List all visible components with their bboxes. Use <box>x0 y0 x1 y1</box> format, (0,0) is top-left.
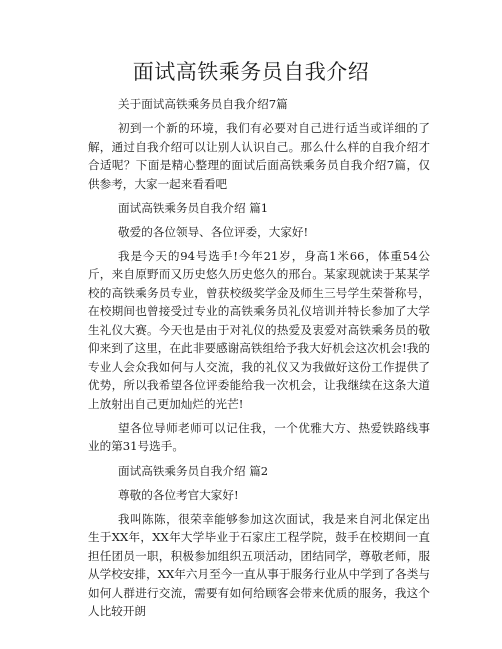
body-paragraph-2: 我叫陈陈，很荣幸能够参加这次面试，我是来自河北保定出生于XX年，XX年大学毕业于石家庄工程学院，鼓手在校期间一直担任团员一职，积极参加组织五项活动，团结同学，尊敬老师，服从学校安排，XX年六月至今一直从事于服务行业从中学到了各类与如何人群进行交流，需要有如何给顾客会带来优质的服务，我这个人比较开朗 <box>88 511 430 619</box>
section-heading-2: 面试高铁乘务员自我介绍 篇2 <box>118 463 269 478</box>
greeting-paragraph-1: 敬爱的各位领导、各位评委，大家好! <box>118 224 309 239</box>
document-body <box>88 95 430 626</box>
section-heading-1: 面试高铁乘务员自我介绍 篇1 <box>118 200 269 215</box>
closing-paragraph-1: 望各位导师老师可以记住我，一个优雅大方、热爱铁路线事业的第31号选手。 <box>88 420 430 454</box>
greeting-paragraph-2: 尊敬的各位考官大家好! <box>118 487 239 502</box>
subtitle-paragraph: 关于面试高铁乘务员自我介绍7篇 <box>118 97 288 111</box>
document-title: 面试高铁乘务员自我介绍 <box>132 60 370 84</box>
body-paragraph-1: 我是今天的94号选手!今年21岁，身高1米66，体重54公斤，来自原野而又历史悠久历史悠久的邢台。某家现就读于某某学校的高铁乘务员专业，曾获校级奖学金及师生三号学生荣誉称号，在校期间也曾接受过专业的高铁乘务员礼仪培训并特长参加了大学生礼仪大赛。今天也是由于对礼仪的热爱及衷爱对高铁乘务员的敬仰来到了这里，在此非要感谢高铁组给予我大好机会这次机会!我的专业人会众我如何与人交流，我的礼仪又为我做好这份工作提供了优势，所以我希望各位评委能给我一次机会，让我继续在这条大道上放射出自己更加灿烂的光芒! <box>88 248 430 411</box>
intro-paragraph: 初到一个新的环境，我们有必要对自己进行适当或详细的了解，通过自我介绍可以让别人认识自己。那么什么样的自我介绍才合适呢？下面是精心整理的面试后面高铁乘务员自我介绍7篇，仅供参考，大家一起来看看吧 <box>88 121 430 191</box>
